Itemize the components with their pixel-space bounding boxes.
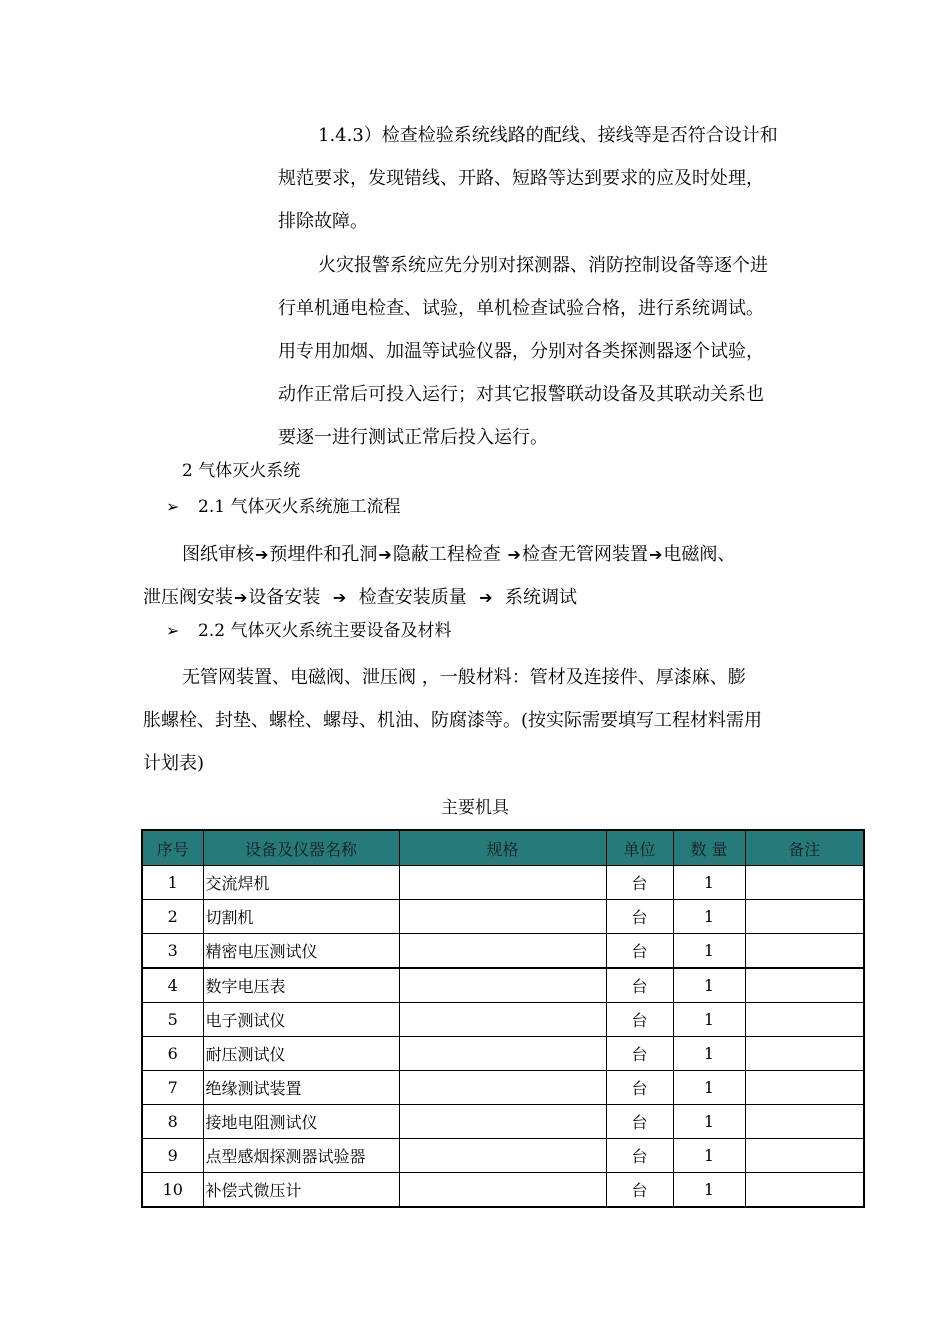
arrow-right-icon: ➔ — [648, 545, 663, 564]
arrow-right-icon: ➔ — [255, 545, 269, 564]
cell-spec — [399, 866, 606, 900]
cell-unit: 台 — [606, 1003, 673, 1037]
header-cell: 数 量 — [673, 830, 745, 866]
arrow-right-icon: ➔ — [479, 588, 493, 607]
flow-step: 泄压阀安装 — [143, 587, 233, 608]
cell-spec — [399, 1173, 606, 1208]
cell-name: 点型感烟探测器试验器 — [203, 1139, 399, 1173]
flow-line-1 — [182, 544, 735, 566]
header-cell: 规格 — [399, 830, 606, 866]
cell-note — [745, 900, 864, 934]
cell-spec — [399, 1071, 606, 1105]
flow-step: 设备安装 — [248, 587, 321, 608]
cell-note — [745, 1139, 864, 1173]
cell-spec — [399, 1139, 606, 1173]
cell-unit: 台 — [606, 968, 673, 1003]
cell-name: 切割机 — [203, 900, 399, 934]
table-row — [142, 900, 864, 934]
paragraph-line: 用专用加烟、加温等试验仪器，分别对各类探测器逐个试验， — [278, 341, 764, 362]
table-row — [142, 866, 864, 900]
header-cell: 备注 — [745, 830, 864, 866]
cell-name: 绝缘测试装置 — [203, 1071, 399, 1105]
cell-qty: 1 — [673, 1037, 745, 1071]
cell-qty: 1 — [673, 866, 745, 900]
cell-qty: 1 — [673, 1139, 745, 1173]
table-row — [142, 1003, 864, 1037]
cell-no: 6 — [142, 1037, 203, 1071]
cell-no: 3 — [142, 934, 203, 969]
cell-unit: 台 — [606, 1037, 673, 1071]
cell-name: 精密电压测试仪 — [203, 934, 399, 969]
paragraph-line: 规范要求，发现错线、开路、短路等达到要求的应及时处理， — [278, 168, 764, 189]
bullet-icon: ➢ — [166, 497, 180, 516]
cell-spec — [399, 900, 606, 934]
cell-note — [745, 866, 864, 900]
arrow-right-icon: ➔ — [507, 545, 521, 564]
arrow-right-icon: ➔ — [378, 545, 392, 564]
cell-name: 电子测试仪 — [203, 1003, 399, 1037]
table-row — [142, 1071, 864, 1105]
cell-qty: 1 — [673, 900, 745, 934]
paragraph-line: 火灾报警系统应先分别对探测器、消防控制设备等逐个进 — [318, 255, 768, 276]
flow-step: 电磁阀、 — [663, 544, 736, 565]
table-row — [142, 1037, 864, 1071]
cell-name: 接地电阻测试仪 — [203, 1105, 399, 1139]
subsection-title: 2.1 气体灭火系统施工流程 — [198, 497, 401, 517]
arrow-right-icon: ➔ — [234, 588, 248, 607]
flow-step: 隐蔽工程检查 — [392, 544, 501, 565]
cell-note — [745, 1037, 864, 1071]
flow-line-2 — [143, 587, 577, 609]
header-cell: 序号 — [142, 830, 203, 866]
cell-no: 8 — [142, 1105, 203, 1139]
cell-name: 补偿式微压计 — [203, 1173, 399, 1208]
paragraph-line: 无管网装置、电磁阀、泄压阀 ，一般材料：管材及连接件、厚漆麻、膨 — [182, 667, 746, 688]
flow-step: 检查安装质量 — [358, 587, 467, 608]
cell-unit: 台 — [606, 1139, 673, 1173]
cell-spec — [399, 968, 606, 1003]
header-cell: 单位 — [606, 830, 673, 866]
paragraph-line: 排除故障。 — [278, 211, 368, 232]
cell-no: 5 — [142, 1003, 203, 1037]
cell-note — [745, 1003, 864, 1037]
cell-no: 4 — [142, 968, 203, 1003]
cell-no: 2 — [142, 900, 203, 934]
cell-note — [745, 968, 864, 1003]
cell-unit: 台 — [606, 900, 673, 934]
cell-unit: 台 — [606, 866, 673, 900]
cell-unit: 台 — [606, 1173, 673, 1208]
cell-spec — [399, 1037, 606, 1071]
cell-qty: 1 — [673, 934, 745, 969]
paragraph-line: 要逐一进行测试正常后投入运行。 — [278, 427, 548, 448]
cell-note — [745, 1071, 864, 1105]
flow-step: 预埋件和孔洞 — [269, 544, 378, 565]
cell-note — [745, 934, 864, 969]
table-header-row — [142, 830, 864, 866]
paragraph-line: 动作正常后可投入运行；对其它报警联动设备及其联动关系也 — [278, 384, 764, 405]
cell-qty: 1 — [673, 1071, 745, 1105]
cell-spec — [399, 1003, 606, 1037]
flow-step: 图纸审核 — [182, 544, 254, 565]
paragraph-line: 行单机通电检查、试验，单机检查试验合格，进行系统调试。 — [278, 298, 764, 319]
subsection-title: 2.2 气体灭火系统主要设备及材料 — [198, 621, 452, 641]
flow-step: 检查无管网装置 — [521, 544, 648, 565]
section-title: 2 气体灭火系统 — [182, 461, 301, 481]
cell-name: 交流焊机 — [203, 866, 399, 900]
cell-spec — [399, 1105, 606, 1139]
header-cell: 设备及仪器名称 — [203, 830, 399, 866]
paragraph-line: 计划表) — [143, 753, 205, 774]
cell-no: 9 — [142, 1139, 203, 1173]
cell-qty: 1 — [673, 1003, 745, 1037]
cell-name: 耐压测试仪 — [203, 1037, 399, 1071]
cell-no: 10 — [142, 1173, 203, 1208]
equipment-table — [141, 829, 865, 1208]
cell-unit: 台 — [606, 1071, 673, 1105]
cell-unit: 台 — [606, 934, 673, 969]
paragraph-line: 胀螺栓、封垫、螺栓、螺母、机油、防腐漆等。(按实际需要填写工程材料需用 — [143, 710, 763, 731]
cell-qty: 1 — [673, 968, 745, 1003]
bullet-icon: ➢ — [166, 621, 180, 640]
cell-name: 数字电压表 — [203, 968, 399, 1003]
table-row — [142, 1173, 864, 1208]
cell-qty: 1 — [673, 1173, 745, 1208]
cell-no: 7 — [142, 1071, 203, 1105]
table-row — [142, 934, 864, 969]
table-row — [142, 1105, 864, 1139]
table-row — [142, 968, 864, 1003]
table-caption: 主要机具 — [441, 798, 509, 818]
arrow-right-icon: ➔ — [332, 588, 347, 607]
table-row — [142, 1139, 864, 1173]
cell-qty: 1 — [673, 1105, 745, 1139]
cell-unit: 台 — [606, 1105, 673, 1139]
cell-note — [745, 1173, 864, 1208]
paragraph-line: 1.4.3）检查检验系统线路的配线、接线等是否符合设计和 — [318, 125, 778, 146]
cell-note — [745, 1105, 864, 1139]
cell-no: 1 — [142, 866, 203, 900]
cell-spec — [399, 934, 606, 969]
flow-step: 系统调试 — [505, 587, 578, 608]
